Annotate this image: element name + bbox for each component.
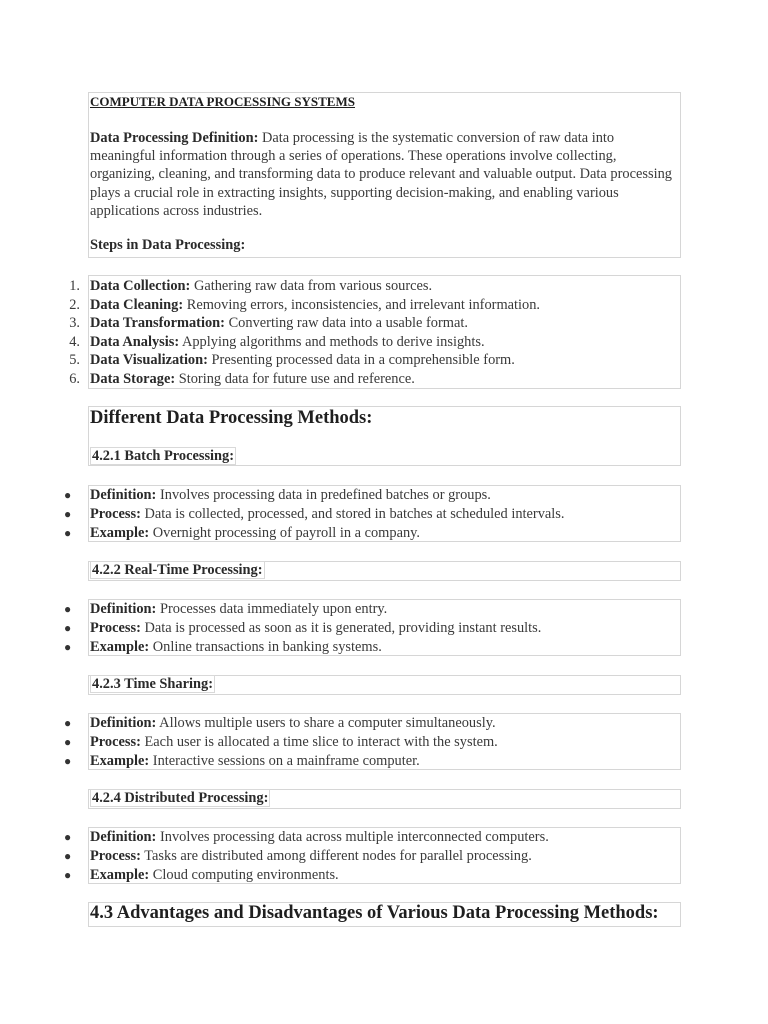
list-item: ● Process: Tasks are distributed among different nodes for parallel processing. xyxy=(64,847,532,864)
list-item: ● Process: Data is processed as soon as it is generated, providing instant results. xyxy=(64,619,542,636)
batch-list xyxy=(62,486,564,542)
steps-list xyxy=(58,277,540,389)
list-item: ● Definition: Allows multiple users to share a computer simultaneously. xyxy=(64,715,496,731)
list-item: ● Example: Cloud computing environments. xyxy=(64,866,339,883)
list-item: ● Example: Interactive sessions on a mainframe computer. xyxy=(64,752,420,769)
method-heading-batch: 4.2.1 Batch Processing: xyxy=(92,448,235,464)
distributed-list xyxy=(62,828,549,884)
list-item: 3. Data Transformation: Converting raw data into a usable format. xyxy=(69,315,468,332)
list-item: 5. Data Visualization: Presenting processed data in a comprehensible form. xyxy=(69,352,515,369)
methods-heading: Different Data Processing Methods: xyxy=(90,408,373,428)
list-item: ● Process: Each user is allocated a time slice to interact with the system. xyxy=(64,733,498,750)
definition-paragraph xyxy=(90,129,678,220)
realtime-list xyxy=(62,600,541,656)
list-item: 6. Data Storage: Storing data for future use and reference. xyxy=(69,370,415,387)
definition-text: Data processing is the systematic conversion of raw data into meaningful information through a series of operations. These operations involve collecting, organizing, cleaning, and transforming data to produce relevant and valuable output. Data processing plays a crucial role in extracting insights, supporting decision-making, and enabling various applications across industries. xyxy=(90,130,672,219)
list-item: 2. Data Cleaning: Removing errors, inconsistencies, and irrelevant information. xyxy=(69,296,541,313)
method-heading-distributed: 4.2.4 Distributed Processing: xyxy=(92,790,269,806)
advantages-heading: 4.3 Advantages and Disadvantages of Various Data Processing Methods: xyxy=(90,903,659,923)
list-item: ● Process: Data is collected, processed, and stored in batches at scheduled intervals. xyxy=(64,505,565,522)
list-item: ● Definition: Involves processing data in predefined batches or groups. xyxy=(64,487,491,503)
list-item: 1. Data Collection: Gathering raw data from various sources. xyxy=(69,278,433,294)
method-heading-timesharing: 4.2.3 Time Sharing: xyxy=(92,676,214,692)
list-item: 4. Data Analysis: Applying algorithms and methods to derive insights. xyxy=(69,333,485,350)
list-item: ● Example: Overnight processing of payroll in a company. xyxy=(64,524,421,541)
list-item: ● Definition: Involves processing data across multiple interconnected computers. xyxy=(64,829,549,845)
steps-heading: Steps in Data Processing: xyxy=(90,237,246,253)
list-item: ● Example: Online transactions in banking systems. xyxy=(64,638,382,655)
list-item: ● Definition: Processes data immediately upon entry. xyxy=(64,601,388,617)
method-heading-realtime: 4.2.2 Real-Time Processing: xyxy=(92,562,263,578)
definition-label: Data Processing Definition: xyxy=(90,130,259,146)
document-title: COMPUTER DATA PROCESSING SYSTEMS xyxy=(90,94,355,109)
timesharing-list xyxy=(62,714,498,770)
